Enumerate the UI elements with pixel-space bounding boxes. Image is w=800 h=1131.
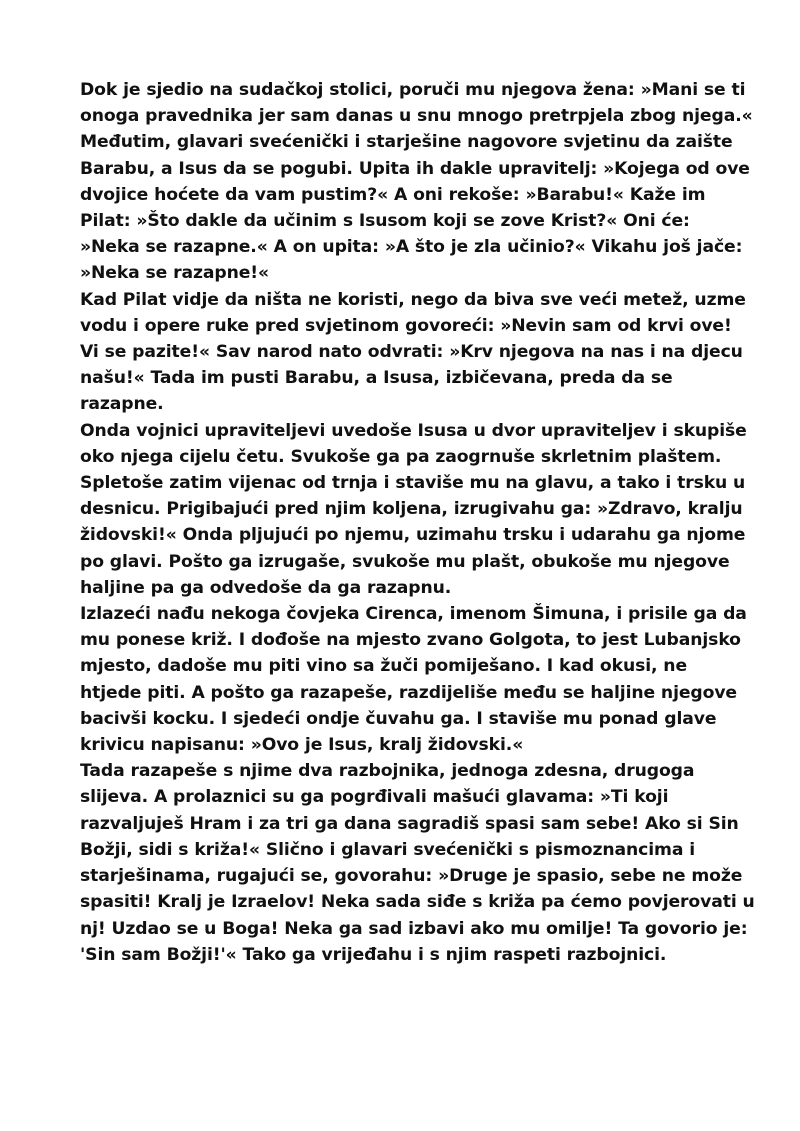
paragraph-soldiers-mock: Onda vojnici upraviteljevi uvedoše Isusa u dvor upraviteljev i skupiše oko njega cijelu četu. Svukoše ga pa zaogrnuše skrletnim plaštem. Spletoše zatim vijenac od trnja i staviše mu na glavu, a tako i trsku u desnicu. Prigibajući pred njim koljena, izrugivahu ga: »Zdravo, kralju židovski!« Onda pljujući po njemu, uzimahu trsku i udarahu ga njome po glavi. Pošto ga izrugaše, svukoše mu plašt, obukoše mu njegove haljine pa ga odvedoše da ga razapnu. [80, 420, 747, 598]
paragraph-pilate-washes-hands: Kad Pilat vidje da ništa ne koristi, nego da biva sve veći metež, uzme vodu i opere ruke pred svjetinom govoreći: »Nevin sam od krvi ove! Vi se pazite!« Sav narod nato odvrati: »Krv njegova na nas i na djecu našu!« Tada im pusti Barabu, a Isusa, izbičevana, preda da se razapne. [80, 289, 746, 415]
paragraph-pilate-wife: Dok je sjedio na sudačkoj stolici, poruči mu njegova žena: »Mani se ti onoga pravednika jer sam danas u snu mnogo pretrpjela zbog njega.« Međutim, glavari svećenički i starješine nagovore svjetinu da zaište Barabu, a Isus da se pogubi. Upita ih dakle upravitelj: »Kojega od ove dvojice hoćete da vam pustim?« A oni rekoše: »Barabu!« Kaže im Pilat: »Što dakle da učinim s Isusom koji se zove Krist?« Oni će: »Neka se razapne.« A on upita: »A što je zla učinio?« Vikahu još jače: »Neka se razapne!« [80, 80, 753, 284]
paragraph-two-robbers: Tada razapeše s njime dva razbojnika, jednoga zdesna, drugoga slijeva. A prolaznici su ga pogrđivali mašući glavama: »Ti koji razvaljuješ Hram i za tri ga dana sagradiš spasi sam sebe! Ako si Sin Božji, sidi s križa!« Slično i glavari svećenički s pismoznancima i starješinama, rugajući se, govorahu: »Druge je spasio, sebe ne može spasiti! Kralj je Izraelov! Neka sada siđe s križa pa ćemo povjerovati u nj! Uzdao se u Boga! Neka ga sad izbavi ako mu omilje! Ta govorio je: 'Sin sam Božji!'« Tako ga vrijeđahu i s njim raspeti razbojnici. [80, 761, 755, 965]
document-page [80, 77, 760, 968]
paragraph-golgotha: Izlazeći nađu nekoga čovjeka Cirenca, imenom Šimuna, i prisile ga da mu ponese križ. I dođoše na mjesto zvano Golgota, to jest Lubanjsko mjesto, dadoše mu piti vino sa žuči pomiješano. I kad okusi, ne htjede piti. A pošto ga razapeše, razdijeliše među se haljine njegove bacivši kocku. I sjedeći ondje čuvahu ga. I staviše mu ponad glave krivicu napisanu: »Ovo je Isus, kralj židovski.« [80, 604, 747, 756]
